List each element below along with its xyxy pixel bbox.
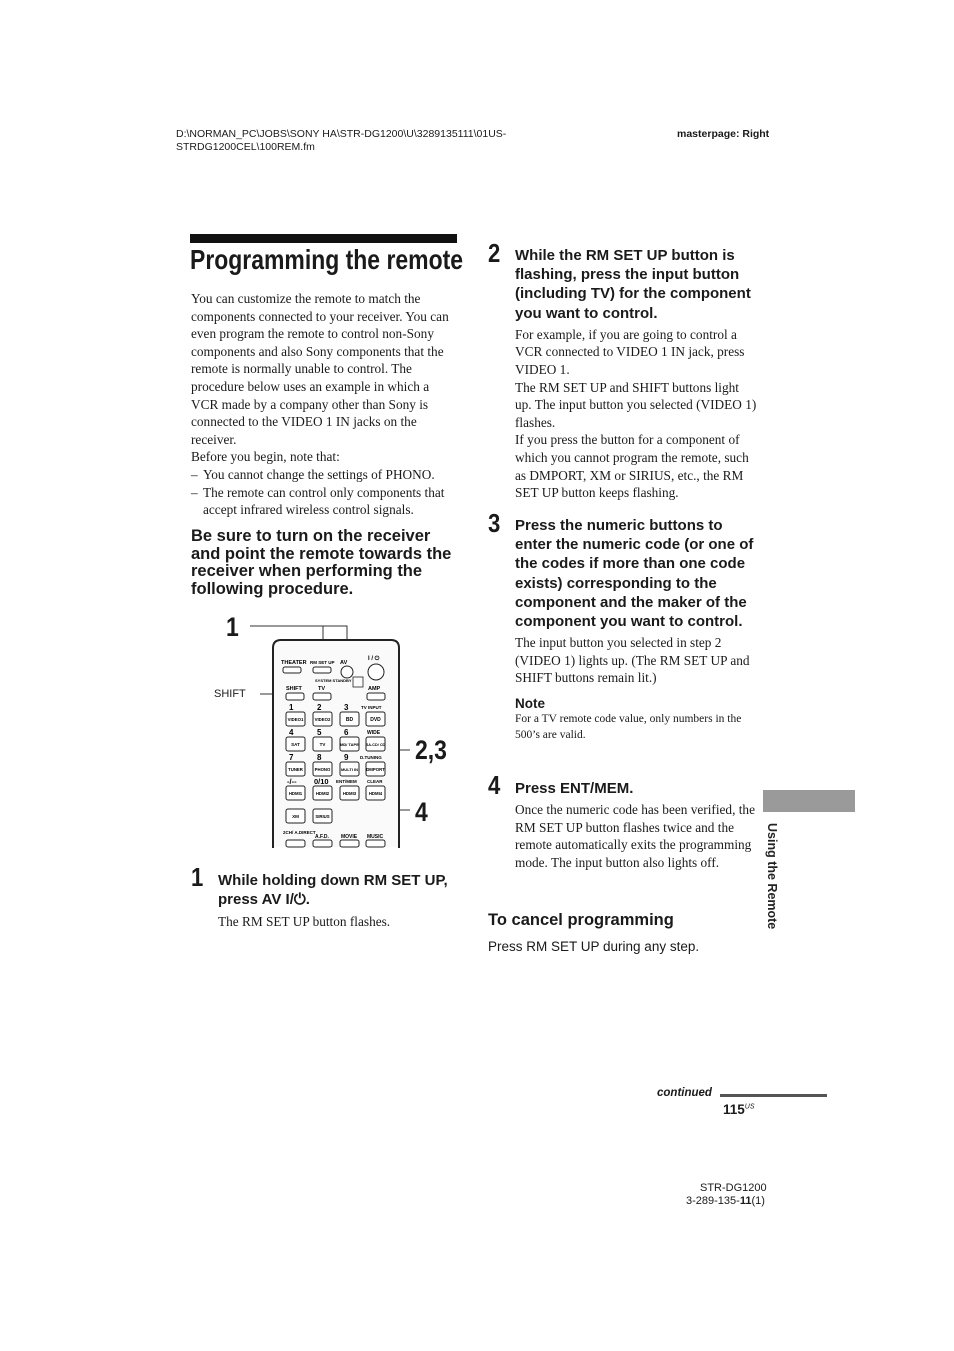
intro-note-2 [191,484,459,519]
note-text: For a TV remote code value, only numbers in the 500’s are valid. [515,713,742,741]
step-2-body-3: If you press the button for a component of which you cannot program the remote, such as DMPORT, XM or SIRIUS, etc., the RM SET UP button keeps flashing. [515,432,749,501]
num-6: 6 [344,728,349,737]
num-dash: -/-- [287,777,297,786]
cancel-heading: To cancel programming [488,911,674,929]
continued-label: continued [657,1087,712,1099]
part-number-prefix: 3-289-135- [686,1195,740,1207]
phono-button: PHONO [314,767,331,772]
step-2-heading: While the RM SET UP button is flashing, press the input button (including TV) for the component you want to control. [515,247,751,322]
bd-button: BD [345,717,354,723]
label-a-direct: 2CH/ A.DIRECT [283,830,316,835]
num-1: 1 [289,703,294,712]
label-shift: SHIFT [286,686,302,692]
dash: – [191,484,198,500]
label-amp: AMP [368,686,381,692]
callout-2-3: 2,3 [415,735,447,765]
masterpage-label: masterpage: Right [677,128,770,140]
label-tv: TV [318,686,326,692]
shift-button [286,693,304,700]
callout-1: 1 [226,612,239,642]
sirius-button: SIRIUS [315,814,330,819]
file-path [176,128,506,154]
md-tape-button: MD/ TAPE [340,742,359,747]
section-label [765,823,793,953]
label-tv-input: TV INPUT [361,705,382,710]
label-clear: CLEAR [367,779,383,784]
multi-in-button: MULTI IN [340,767,359,772]
tv-input-button: TV [319,742,326,747]
label-d-tuning: D.TUNING [360,755,382,760]
amp-button [367,693,385,700]
num-7: 7 [289,753,294,762]
power-button [368,664,384,680]
step-3-number: 3 [488,508,501,538]
num-9: 9 [344,753,349,762]
dmport-button: DMPORT [366,767,385,772]
label-movie: MOVIE [341,834,358,840]
file-path-line1: D:\NORMAN_PC\JOBS\SONY HA\STR-DG1200\U\3289135111\01US- [176,128,507,140]
tuner-button: TUNER [288,767,303,772]
step-3-heading: Press the numeric buttons to enter the numeric code (or one of the codes if more than one code exists) corresponding to the component and the maker of the component you want to control. [515,517,754,631]
step-4-number: 4 [488,770,501,800]
video1-button: VIDEO1 [287,717,304,722]
section-tab [763,790,855,812]
label-rm-set-up: RM SET UP [310,660,335,665]
rm-set-up-button [313,667,331,673]
step-4-heading: Press ENT/MEM. [515,780,634,797]
label-afd: A.F.D. [315,834,329,840]
note-heading: Note [515,696,545,711]
num-8: 8 [317,753,322,762]
section-label-text: Using the Remote [765,823,779,930]
num-4: 4 [289,728,294,737]
dvd-button: DVD [370,717,381,723]
sat-button: SAT [291,742,300,747]
sacd-cd-button: SA-CD/ CD [365,743,386,747]
step-1-number: 1 [191,862,204,892]
cancel-text: Press RM SET UP during any step. [488,939,700,954]
page-number-value: 115 [723,1102,745,1117]
step-3 [515,516,757,743]
callout-4: 4 [415,797,428,827]
step-4-body: Once the numeric code has been verified, the RM SET UP button flashes twice and the remote automatically exits the programming mode. The input button also lights off. [515,802,755,870]
warning-heading: Be sure to turn on the receiver and point the remote towards the receiver when performing the following procedure. [191,527,452,598]
num-5: 5 [317,728,322,737]
step-3-body: The input button you selected in step 2 (VIDEO 1) lights up. (The RM SET UP and SHIFT buttons remain lit.) [515,635,750,686]
part-number-suffix: (1) [751,1195,765,1207]
intro-before: Before you begin, note that: [191,449,340,465]
video2-button: VIDEO2 [314,717,331,722]
part-number [686,1195,765,1207]
label-av: AV [340,660,348,666]
hdmi1-button: HDMI1 [288,791,303,796]
continued-rule [720,1094,827,1097]
intro [191,290,459,519]
step-2 [515,246,757,502]
model-number: STR-DG1200 [700,1182,767,1194]
step-1 [218,871,458,931]
hdmi4-button: HDMI4 [368,791,383,796]
page-number [723,1102,755,1117]
file-path-line2: STRDG1200CEL\100REM.fm [176,141,315,153]
shift-callout-label: SHIFT [214,688,246,700]
label-wide: WIDE [367,730,381,736]
page-title: Programming the remote [190,244,464,275]
intro-note-text: You cannot change the settings of PHONO. [203,466,435,482]
hdmi2-button: HDMI2 [315,791,330,796]
num-3: 3 [344,703,349,712]
label-music: MUSIC [367,834,384,840]
label-theater: THEATER [281,660,307,666]
av-power-button [341,666,353,678]
label-power: I / ⏻ [368,656,380,662]
intro-note-1 [191,466,459,484]
step-4 [515,779,757,872]
step-2-number: 2 [488,238,501,268]
num-0: 0/10 [314,777,329,786]
tv-button [313,693,331,700]
part-number-bold: 11 [739,1195,752,1207]
title-rule [190,234,457,243]
step-2-body-1: For example, if you are going to control a VCR connected to VIDEO 1 IN jack, press VIDEO 1. [515,326,745,377]
step-1-body: The RM SET UP button flashes. [218,914,391,930]
intro-note-text: The remote can control only components that accept infrared wireless control signals. [203,484,445,518]
hdmi3-button: HDMI3 [342,791,357,796]
label-system-standby: SYSTEM STANDBY [315,678,352,683]
xm-button: XM [292,814,299,819]
page-number-suffix: US [744,1103,755,1111]
label-ent-mem: ENT/MEM [336,779,357,784]
dash: – [191,466,198,482]
step-2-body-2: The RM SET UP and SHIFT buttons light up. The input button you selected (VIDEO 1) flashes. [515,379,757,430]
intro-paragraph: You can customize the remote to match the components connected to your receiver. You can even program the remote to control non-Sony components and also Sony components that the remote is normally unable to control. The procedure below uses an example in which a VCR made by a company other than Sony is connected to the VIDEO 1 IN jacks on the receiver. [191,291,449,447]
step-1-heading: While holding down RM SET UP, press AV I/⏻. [218,872,448,909]
theater-button [283,667,301,673]
num-2: 2 [317,703,322,712]
